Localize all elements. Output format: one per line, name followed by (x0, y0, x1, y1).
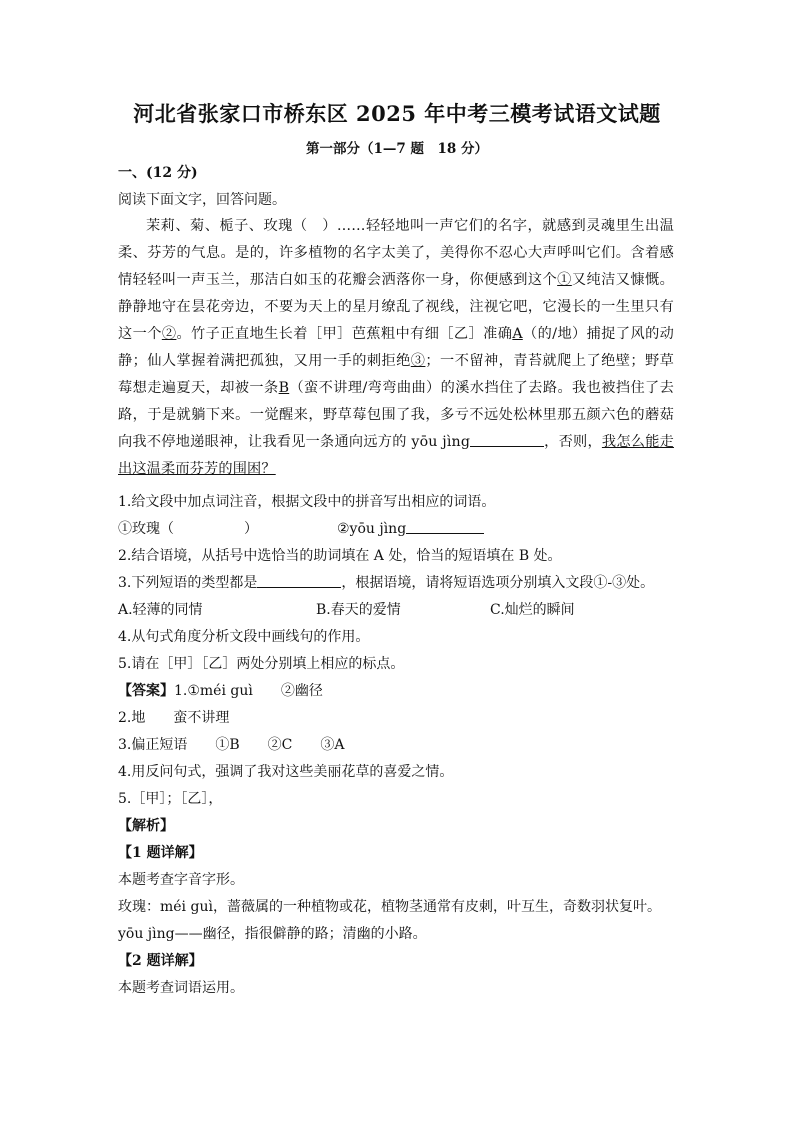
section-heading: 一、(12 分) (118, 165, 198, 181)
marker-2: ② (161, 326, 177, 342)
option-c: C.灿烂的瞬间 (490, 602, 575, 618)
reading-passage: 茉莉、菊、栀子、玫瑰（ ）……轻轻地叫一声它们的名字，就感到灵魂里生出温柔、芬芳的气息。是的，许多植物的名字太美了，美得你不忍心大声呼叫它们。含着感情轻轻叫一声玉兰，那洁白如玉的花瓣会洒落你一身，你便感到这个①又纯洁又慷慨。静静地守在昙花旁边，不要为天上的星月缭乱了视线，注视它吧，它漫长的一生里只有这一个②。竹子正直地生长着［甲］芭蕉粗中有细［乙］准确A（的/地）捕捉了风的动静；仙人掌握着满把孤独，又用一手的刺拒绝③；一不留神，青苔就爬上了绝壁；野草莓想走遍夏天，却被一条B（蛮不讲理/弯弯曲曲）的溪水挡住了去路。我也被挡住了去路，于是就躺下来。一觉醒来，野草莓包围了我，多亏不远处松林里那五颜六色的蘑菇向我不停地递眼神，让我看见一条通向远方的 yōu jìng ，否则，我怎么能走出这温柔而芬芳的围困？ (118, 218, 675, 477)
question-1b: ②yōu jìng (337, 519, 484, 539)
marker-1: ① (557, 272, 572, 288)
section-subtitle: 第一部分（1—7 题 18 分） (306, 141, 488, 157)
answer-line-1: 【答案】1.①méi guì ②幽径 (118, 683, 323, 699)
question-4: 4.从句式角度分析文段中画线句的作用。 (118, 629, 370, 645)
page-title: 河北省张家口市桥东区 2025 年中考三模考试语文试题 (133, 101, 661, 126)
analysis-heading-2: 【2 题详解】 (118, 953, 203, 969)
answer-line-5: 5.［甲］；［乙］， (118, 791, 223, 807)
question-1a: ①玫瑰（ ） (118, 521, 258, 537)
analysis-text: yōu jìng——幽径，指很僻静的路；清幽的小路。 (118, 926, 427, 942)
question-5: 5.请在［甲］［乙］两处分别填上相应的标点。 (118, 656, 405, 672)
question-3: 3.下列短语的类型都是 ，根据语境，请将短语选项分别填入文段①-③处。 (118, 575, 655, 591)
question-2: 2.结合语境，从括号中选恰当的助词填在 A 处，恰当的短语填在 B 处。 (118, 548, 562, 564)
analysis-heading-1: 【1 题详解】 (118, 845, 203, 861)
answer-label: 【答案】 (118, 683, 174, 699)
analysis-text: 玫瑰：méi guì，蔷薇属的一种植物或花，植物茎通常有皮刺，叶互生，奇数羽状复叶。 (118, 899, 661, 915)
answer-blank (470, 432, 544, 447)
marker-b: B (278, 380, 290, 396)
question-1: 1.给文段中加点词注音，根据文段中的拼音写出相应的词语。 (118, 494, 496, 510)
analysis-text: 本题考查词语运用。 (118, 980, 244, 996)
underlined-sentence: 我怎么能走出这温柔而芬芳的围困？ (118, 434, 674, 477)
option-a: A.轻薄的同情 (118, 602, 203, 618)
marker-3: ③ (410, 353, 426, 369)
option-b: B.春天的爱情 (316, 602, 401, 618)
answer-line-4: 4.用反问句式，强调了我对这些美丽花草的喜爱之情。 (118, 764, 454, 780)
marker-a: A (512, 326, 523, 342)
instruction-text: 阅读下面文字，回答问题。 (118, 192, 286, 208)
analysis-text: 本题考查字音字形。 (118, 872, 244, 888)
answer-blank (257, 573, 341, 588)
answer-line-2: 2.地 蛮不讲理 (118, 710, 230, 726)
analysis-label: 【解析】 (118, 818, 174, 834)
answer-blank (406, 519, 484, 534)
answer-line-3: 3.偏正短语 ①B ②C ③A (118, 737, 345, 753)
